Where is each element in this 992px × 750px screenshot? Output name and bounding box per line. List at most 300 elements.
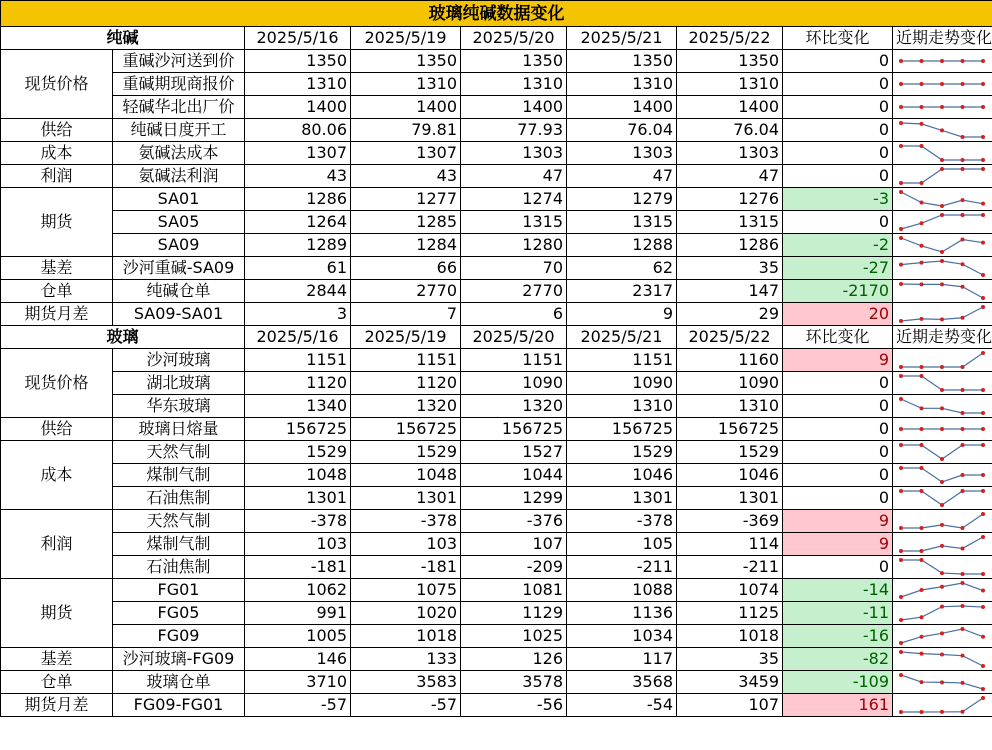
value-cell: 1279 xyxy=(567,188,677,211)
sparkline-point xyxy=(981,696,985,700)
sparkline-point xyxy=(940,680,944,684)
item-name: SA01 xyxy=(113,188,245,211)
sparkline-line xyxy=(901,399,983,413)
sparkline-point xyxy=(981,535,985,539)
value-cell: 114 xyxy=(677,533,783,556)
sparkline-cell xyxy=(893,487,992,510)
sparkline-point xyxy=(981,664,985,668)
value-cell: 1315 xyxy=(677,211,783,234)
value-cell: -56 xyxy=(461,694,567,717)
value-cell: 107 xyxy=(461,533,567,556)
sparkline-point xyxy=(961,388,965,392)
value-cell: 62 xyxy=(567,257,677,280)
sparkline-point xyxy=(899,263,903,267)
value-cell: 2770 xyxy=(461,280,567,303)
sparkline-point xyxy=(920,635,924,639)
sparkline-cell xyxy=(893,395,992,418)
value-cell: 1310 xyxy=(567,395,677,418)
table-row xyxy=(1,96,992,119)
value-cell: 1046 xyxy=(567,464,677,487)
sparkline-point xyxy=(940,204,944,208)
sparkline-point xyxy=(920,588,924,592)
item-name: 玻璃仓单 xyxy=(113,671,245,694)
value-cell: 35 xyxy=(677,648,783,671)
sparkline-cell xyxy=(893,533,992,556)
value-cell: 1340 xyxy=(245,395,351,418)
sparkline-point xyxy=(899,466,903,470)
value-cell: 7 xyxy=(351,303,461,326)
table-row xyxy=(1,510,992,533)
value-cell: 1310 xyxy=(351,73,461,96)
sparkline-line xyxy=(901,629,983,643)
sparkline-point xyxy=(981,135,985,139)
value-cell: 1276 xyxy=(677,188,783,211)
value-cell: 1048 xyxy=(245,464,351,487)
value-cell: -211 xyxy=(567,556,677,579)
sparkline-point xyxy=(940,571,944,575)
trend-sparkline xyxy=(893,303,991,325)
value-cell: -211 xyxy=(677,556,783,579)
section-title: 玻璃 xyxy=(1,326,245,349)
sparkline-point xyxy=(981,443,985,447)
table-row xyxy=(1,556,992,579)
value-cell: 147 xyxy=(677,280,783,303)
item-name: 石油焦制 xyxy=(113,487,245,510)
value-cell: 1090 xyxy=(567,372,677,395)
value-cell: -209 xyxy=(461,556,567,579)
change-cell: -2170 xyxy=(783,280,893,303)
sparkline-point xyxy=(920,374,924,378)
sparkline-point xyxy=(920,244,924,248)
sparkline-line xyxy=(901,146,983,160)
sparkline-point xyxy=(961,489,965,493)
value-cell: 79.81 xyxy=(351,119,461,142)
value-cell: 156725 xyxy=(677,418,783,441)
value-cell: -54 xyxy=(567,694,677,717)
category-cell: 期货月差 xyxy=(1,694,113,717)
column-header: 2025/5/19 xyxy=(351,27,461,50)
sparkline-cell xyxy=(893,602,992,625)
value-cell: 103 xyxy=(351,533,461,556)
sparkline-point xyxy=(899,374,903,378)
sparkline-point xyxy=(920,201,924,205)
value-cell: 1301 xyxy=(351,487,461,510)
table-row xyxy=(1,533,992,556)
sparkline-point xyxy=(981,605,985,609)
sparkline-point xyxy=(961,198,965,202)
column-header: 2025/5/20 xyxy=(461,27,567,50)
change-cell: -2 xyxy=(783,234,893,257)
sparkline-point xyxy=(899,319,903,323)
sparkline-cell xyxy=(893,96,992,119)
change-cell: -109 xyxy=(783,671,893,694)
value-cell: 1151 xyxy=(351,349,461,372)
sparkline-cell xyxy=(893,510,992,533)
item-name: 沙河重碱-SA09 xyxy=(113,257,245,280)
value-cell: 103 xyxy=(245,533,351,556)
sparkline-point xyxy=(899,121,903,125)
sparkline-cell xyxy=(893,165,992,188)
sparkline-cell xyxy=(893,280,992,303)
value-cell: -57 xyxy=(245,694,351,717)
sparkline-point xyxy=(920,710,924,714)
change-cell: 9 xyxy=(783,349,893,372)
sparkline-point xyxy=(981,589,985,593)
change-cell: 20 xyxy=(783,303,893,326)
value-cell: 76.04 xyxy=(677,119,783,142)
sparkline-line xyxy=(901,353,983,367)
sparkline-cell xyxy=(893,671,992,694)
sparkline-cell xyxy=(893,142,992,165)
value-cell: 66 xyxy=(351,257,461,280)
column-header: 2025/5/21 xyxy=(567,326,677,349)
sparkline-point xyxy=(899,236,903,240)
sparkline-point xyxy=(940,128,944,132)
change-cell: 0 xyxy=(783,441,893,464)
sparkline-point xyxy=(940,653,944,657)
item-name: SA09 xyxy=(113,234,245,257)
sparkline-point xyxy=(981,305,985,309)
change-cell: -82 xyxy=(783,648,893,671)
value-cell: 1299 xyxy=(461,487,567,510)
item-name: SA05 xyxy=(113,211,245,234)
value-cell: 47 xyxy=(567,165,677,188)
table-title: 玻璃纯碱数据变化 xyxy=(1,1,992,27)
sparkline-point xyxy=(981,158,985,162)
change-cell: -27 xyxy=(783,257,893,280)
sparkline-point xyxy=(940,631,944,635)
table-row xyxy=(1,487,992,510)
category-cell: 基差 xyxy=(1,648,113,671)
value-cell: 1048 xyxy=(351,464,461,487)
value-cell: 1529 xyxy=(677,441,783,464)
value-cell: 3583 xyxy=(351,671,461,694)
table-row xyxy=(1,165,992,188)
sparkline-point xyxy=(899,365,903,369)
trend-sparkline xyxy=(893,73,991,95)
sparkline-line xyxy=(901,698,983,712)
sparkline-point xyxy=(940,605,944,609)
sparkline-point xyxy=(899,673,903,677)
sparkline-cell xyxy=(893,50,992,73)
value-cell: 3459 xyxy=(677,671,783,694)
sparkline-point xyxy=(981,273,985,277)
item-name: FG01 xyxy=(113,579,245,602)
item-name: 华东玻璃 xyxy=(113,395,245,418)
change-cell: 9 xyxy=(783,510,893,533)
sparkline-point xyxy=(981,388,985,392)
trend-sparkline xyxy=(893,257,991,279)
table-row xyxy=(1,119,992,142)
table-row xyxy=(1,648,992,671)
sparkline-point xyxy=(961,262,965,266)
value-cell: 1350 xyxy=(245,50,351,73)
table-row xyxy=(1,602,992,625)
sparkline-point xyxy=(961,427,965,431)
sparkline-point xyxy=(981,512,985,516)
sparkline-point xyxy=(961,105,965,109)
value-cell: -378 xyxy=(245,510,351,533)
sparkline-point xyxy=(899,282,903,286)
sparkline-point xyxy=(899,443,903,447)
category-cell: 供给 xyxy=(1,119,113,142)
value-cell: 47 xyxy=(677,165,783,188)
table-row xyxy=(1,50,992,73)
item-name: SA09-SA01 xyxy=(113,303,245,326)
value-cell: 1018 xyxy=(677,625,783,648)
trend-sparkline xyxy=(893,671,991,693)
sparkline-point xyxy=(940,457,944,461)
sparkline-point xyxy=(940,250,944,254)
sparkline-point xyxy=(920,466,924,470)
sparkline-point xyxy=(920,59,924,63)
change-cell: 0 xyxy=(783,165,893,188)
item-name: 煤制气制 xyxy=(113,533,245,556)
value-cell: 1289 xyxy=(245,234,351,257)
sparkline-cell xyxy=(893,303,992,326)
value-cell: 1286 xyxy=(677,234,783,257)
section-header-row xyxy=(1,27,992,50)
sparkline-point xyxy=(961,572,965,576)
sparkline-cell xyxy=(893,234,992,257)
value-cell: -378 xyxy=(351,510,461,533)
column-header: 近期走势变化 xyxy=(893,326,992,349)
trend-sparkline xyxy=(893,50,991,72)
sparkline-line xyxy=(901,468,983,482)
value-cell: 1151 xyxy=(567,349,677,372)
value-cell: 1529 xyxy=(245,441,351,464)
column-header: 2025/5/16 xyxy=(245,326,351,349)
item-name: 氨碱法利润 xyxy=(113,165,245,188)
table-row xyxy=(1,303,992,326)
sparkline-cell xyxy=(893,579,992,602)
sparkline-line xyxy=(901,445,983,459)
value-cell: 1301 xyxy=(567,487,677,510)
item-name: 重碱沙河送到价 xyxy=(113,50,245,73)
change-cell: 0 xyxy=(783,119,893,142)
value-cell: 1310 xyxy=(567,73,677,96)
item-name: 纯碱日度开工 xyxy=(113,119,245,142)
sparkline-cell xyxy=(893,257,992,280)
column-header: 环比变化 xyxy=(783,326,893,349)
sparkline-point xyxy=(920,181,924,185)
sparkline-point xyxy=(899,82,903,86)
sparkline-point xyxy=(940,59,944,63)
value-cell: 1264 xyxy=(245,211,351,234)
sparkline-point xyxy=(981,296,985,300)
sparkline-point xyxy=(940,105,944,109)
value-cell: 1286 xyxy=(245,188,351,211)
item-name: FG05 xyxy=(113,602,245,625)
value-cell: 1285 xyxy=(351,211,461,234)
change-cell: 0 xyxy=(783,211,893,234)
sparkline-point xyxy=(961,710,965,714)
sparkline-point xyxy=(981,351,985,355)
change-cell: 0 xyxy=(783,487,893,510)
table-row xyxy=(1,142,992,165)
item-name: 沙河玻璃-FG09 xyxy=(113,648,245,671)
item-name: 玻璃日熔量 xyxy=(113,418,245,441)
trend-sparkline xyxy=(893,487,991,509)
sparkline-cell xyxy=(893,349,992,372)
category-cell: 仓单 xyxy=(1,280,113,303)
value-cell: 3568 xyxy=(567,671,677,694)
sparkline-point xyxy=(940,544,944,548)
value-cell: 43 xyxy=(351,165,461,188)
value-cell: 156725 xyxy=(351,418,461,441)
sparkline-point xyxy=(899,190,903,194)
sparkline-point xyxy=(940,406,944,410)
value-cell: 1320 xyxy=(461,395,567,418)
sparkline-point xyxy=(899,558,903,562)
column-header: 2025/5/16 xyxy=(245,27,351,50)
sparkline-point xyxy=(899,227,903,231)
sparkline-point xyxy=(961,581,965,585)
sparkline-point xyxy=(920,615,924,619)
change-cell: 0 xyxy=(783,418,893,441)
value-cell: 1400 xyxy=(351,96,461,119)
category-cell: 供给 xyxy=(1,418,113,441)
trend-sparkline xyxy=(893,694,991,716)
value-cell: 1136 xyxy=(567,602,677,625)
value-cell: 1046 xyxy=(677,464,783,487)
sparkline-line xyxy=(901,376,983,390)
sparkline-point xyxy=(940,158,944,162)
item-name: 纯碱仓单 xyxy=(113,280,245,303)
sparkline-line xyxy=(901,215,983,229)
change-cell: 0 xyxy=(783,464,893,487)
table-row xyxy=(1,73,992,96)
value-cell: 1018 xyxy=(351,625,461,648)
column-header: 2025/5/20 xyxy=(461,326,567,349)
category-cell: 利润 xyxy=(1,165,113,188)
sparkline-point xyxy=(920,82,924,86)
table-row xyxy=(1,188,992,211)
column-header: 2025/5/19 xyxy=(351,326,461,349)
sparkline-cell xyxy=(893,648,992,671)
value-cell: 156725 xyxy=(461,418,567,441)
value-cell: -181 xyxy=(351,556,461,579)
sparkline-point xyxy=(899,489,903,493)
sparkline-point xyxy=(981,167,985,171)
value-cell: -57 xyxy=(351,694,461,717)
value-cell: 126 xyxy=(461,648,567,671)
sparkline-point xyxy=(940,480,944,484)
value-cell: 2317 xyxy=(567,280,677,303)
sparkline-point xyxy=(961,526,965,530)
sparkline-point xyxy=(920,443,924,447)
sparkline-point xyxy=(920,282,924,286)
sparkline-point xyxy=(981,635,985,639)
sparkline-point xyxy=(961,238,965,242)
value-cell: 117 xyxy=(567,648,677,671)
trend-sparkline xyxy=(893,188,991,210)
table-row xyxy=(1,579,992,602)
value-cell: 991 xyxy=(245,602,351,625)
trend-sparkline xyxy=(893,280,991,302)
column-header: 2025/5/22 xyxy=(677,326,783,349)
value-cell: 1088 xyxy=(567,579,677,602)
value-cell: 9 xyxy=(567,303,677,326)
sparkline-point xyxy=(940,317,944,321)
sparkline-point xyxy=(940,213,944,217)
category-cell: 基差 xyxy=(1,257,113,280)
value-cell: 1310 xyxy=(461,73,567,96)
value-cell: 1081 xyxy=(461,579,567,602)
table-row xyxy=(1,234,992,257)
value-cell: 1129 xyxy=(461,602,567,625)
sparkline-cell xyxy=(893,418,992,441)
category-cell: 期货 xyxy=(1,579,113,648)
sparkline-point xyxy=(899,427,903,431)
value-cell: 1527 xyxy=(461,441,567,464)
sparkline-point xyxy=(981,59,985,63)
category-cell: 现货价格 xyxy=(1,349,113,418)
value-cell: 1310 xyxy=(245,73,351,96)
sparkline-point xyxy=(920,221,924,225)
item-name: 湖北玻璃 xyxy=(113,372,245,395)
sparkline-point xyxy=(961,285,965,289)
sparkline-point xyxy=(920,365,924,369)
item-name: 煤制气制 xyxy=(113,464,245,487)
section-title: 纯碱 xyxy=(1,27,245,50)
trend-sparkline xyxy=(893,533,991,555)
sparkline-line xyxy=(901,192,983,206)
value-cell: 3710 xyxy=(245,671,351,694)
value-cell: 1350 xyxy=(351,50,461,73)
sparkline-point xyxy=(961,443,965,447)
value-cell: 1277 xyxy=(351,188,461,211)
value-cell: 1400 xyxy=(677,96,783,119)
sparkline-point xyxy=(899,144,903,148)
trend-sparkline xyxy=(893,510,991,532)
sparkline-line xyxy=(901,261,983,275)
sparkline-point xyxy=(981,202,985,206)
value-cell: 1307 xyxy=(245,142,351,165)
sparkline-point xyxy=(940,259,944,263)
value-cell: 3 xyxy=(245,303,351,326)
sparkline-point xyxy=(920,144,924,148)
sparkline-point xyxy=(920,105,924,109)
table-row xyxy=(1,372,992,395)
sparkline-point xyxy=(940,427,944,431)
change-cell: 0 xyxy=(783,372,893,395)
item-name: FG09-FG01 xyxy=(113,694,245,717)
sparkline-point xyxy=(940,82,944,86)
value-cell: 1529 xyxy=(351,441,461,464)
change-cell: -16 xyxy=(783,625,893,648)
change-cell: 161 xyxy=(783,694,893,717)
value-cell: 1284 xyxy=(351,234,461,257)
sparkline-point xyxy=(981,213,985,217)
value-cell: 2770 xyxy=(351,280,461,303)
value-cell: 1315 xyxy=(567,211,677,234)
sparkline-line xyxy=(901,491,983,505)
sparkline-cell xyxy=(893,625,992,648)
sparkline-point xyxy=(961,158,965,162)
item-name: 天然气制 xyxy=(113,441,245,464)
sparkline-point xyxy=(920,549,924,553)
value-cell: 3578 xyxy=(461,671,567,694)
value-cell: 76.04 xyxy=(567,119,677,142)
change-cell: 0 xyxy=(783,142,893,165)
item-name: 重碱期现商报价 xyxy=(113,73,245,96)
sparkline-point xyxy=(961,546,965,550)
trend-sparkline xyxy=(893,418,991,440)
category-cell: 仓单 xyxy=(1,671,113,694)
item-name: 天然气制 xyxy=(113,510,245,533)
value-cell: 1350 xyxy=(461,50,567,73)
